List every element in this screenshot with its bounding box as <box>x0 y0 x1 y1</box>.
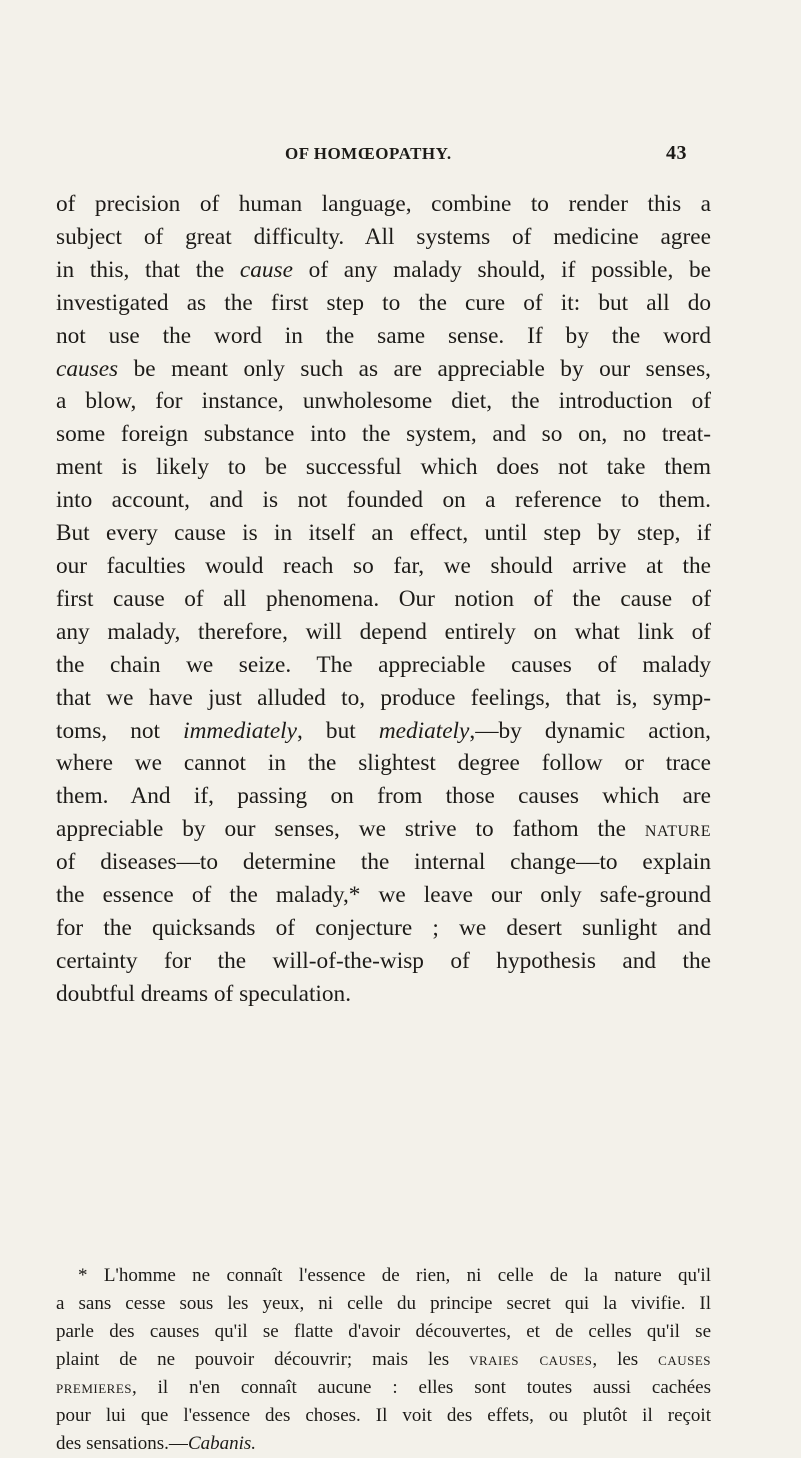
footnote-line <box>56 1346 711 1374</box>
text-run: doubtful dreams of speculation. <box>56 980 352 1007</box>
text-run: where we cannot in the slightest degree follow or trace <box>56 750 711 777</box>
text-line <box>56 484 711 517</box>
text-line <box>56 188 711 221</box>
text-run: into account, and is not founded on a reference to them. <box>56 487 711 514</box>
text-line <box>56 385 711 418</box>
text-run: plaint de ne pouvoir découvrir; mais les <box>56 1349 470 1370</box>
text-line <box>56 451 711 484</box>
footnote-line <box>56 1318 711 1346</box>
text-run: of precision of human language, combine to render this a <box>56 191 711 217</box>
text-run: pour lui que l'essence des choses. Il voit des effets, ou plutôt il reçoit <box>56 1405 711 1426</box>
text-run: investigated as the first step to the cure of it: but all do <box>56 289 711 316</box>
italic-text: cause <box>239 256 293 283</box>
running-title: OF HOMŒOPATHY. <box>285 144 452 163</box>
text-line <box>56 649 711 682</box>
text-run: of diseases—to determine the internal change—to explain <box>56 849 711 876</box>
text-line <box>56 254 711 287</box>
text-run: , but <box>296 717 379 744</box>
page-number: 43 <box>666 142 687 164</box>
text-run: * L'homme ne connaît l'essence de rien, ni celle de la nature qu'il <box>78 1265 711 1286</box>
body-paragraph <box>56 188 711 1011</box>
italic-text: causes <box>56 355 119 382</box>
text-line <box>56 583 711 616</box>
small-caps-text: premieres <box>56 1377 133 1398</box>
text-run: But every cause is in itself an effect, until step by step, if <box>56 520 711 547</box>
text-line <box>56 320 711 353</box>
text-line <box>56 682 711 715</box>
text-run: them. And if, passing on from those causes which are <box>56 783 711 810</box>
text-run: any malady, therefore, will depend entirely on what link of <box>56 618 711 645</box>
text-line <box>56 912 711 945</box>
text-run: subject of great difficulty. All systems of medicine agree <box>56 223 711 250</box>
small-caps-text: causes <box>658 1349 712 1370</box>
text-line <box>56 747 711 780</box>
small-caps-text: vraies causes <box>469 1349 593 1370</box>
text-run: ment is likely to be successful which does not take them <box>56 454 711 481</box>
text-run: appreciable by our senses, we strive to fathom the <box>56 816 645 843</box>
text-run: our faculties would reach so far, we should arrive at the <box>56 552 711 579</box>
text-run: of any malady should, if possible, be <box>292 256 711 283</box>
text-run: the essence of the malady,* we leave our only safe-ground <box>56 882 711 909</box>
text-run: toms, not <box>56 717 184 744</box>
text-line <box>56 945 711 978</box>
text-run: ,—by dynamic action, <box>469 717 711 744</box>
text-line <box>56 846 711 879</box>
italic-text: immediately <box>183 717 297 744</box>
text-line <box>56 517 711 550</box>
text-run: be meant only such as are appreciable by our senses, <box>118 355 711 382</box>
text-line <box>56 353 711 386</box>
footnote <box>56 1262 711 1458</box>
text-run: not use the word in the same sense. If by the word <box>56 322 711 349</box>
text-run: parle des causes qu'il se flatte d'avoir découvertes, et de celles qu'il se <box>56 1321 711 1342</box>
italic-text: mediately <box>378 717 470 744</box>
text-run: first cause of all phenomena. Our notion of the cause of <box>56 585 711 612</box>
text-line <box>56 418 711 451</box>
text-run: certainty for the will-of-the-wisp of hypothesis and the <box>56 947 711 974</box>
text-line <box>56 616 711 649</box>
text-run: a blow, for instance, unwholesome diet, the introduction of <box>56 388 711 415</box>
text-run: the chain we seize. The appreciable causes of malady <box>56 651 711 678</box>
text-line <box>56 550 711 583</box>
text-run: a sans cesse sous les yeux, ni celle du principe secret qui la vivifie. Il <box>56 1293 711 1314</box>
footnote-line <box>56 1290 711 1318</box>
text-line <box>56 715 711 748</box>
text-run: for the quicksands of conjecture ; we desert sunlight and <box>56 914 711 941</box>
footnote-line <box>56 1402 711 1430</box>
text-line <box>56 879 711 912</box>
text-line <box>56 978 711 1011</box>
footnote-line <box>56 1374 711 1402</box>
text-line <box>56 780 711 813</box>
text-run: des sensations.— <box>56 1433 188 1454</box>
text-run: , il n'en connaît aucune : elles sont toutes aussi cachées <box>132 1377 711 1398</box>
footnote-line <box>56 1430 711 1458</box>
text-line <box>56 287 711 320</box>
text-line <box>56 813 711 846</box>
italic-text: Cabanis. <box>187 1433 257 1454</box>
text-run: that we have just alluded to, produce feelings, that is, symp- <box>56 684 711 711</box>
text-run: in this, that the <box>56 256 240 283</box>
text-run: some foreign substance into the system, and so on, no treat- <box>56 421 711 448</box>
text-run: , les <box>592 1349 659 1370</box>
small-caps-text: nature <box>644 816 711 843</box>
footnote-line <box>56 1262 711 1290</box>
text-line <box>56 221 711 254</box>
